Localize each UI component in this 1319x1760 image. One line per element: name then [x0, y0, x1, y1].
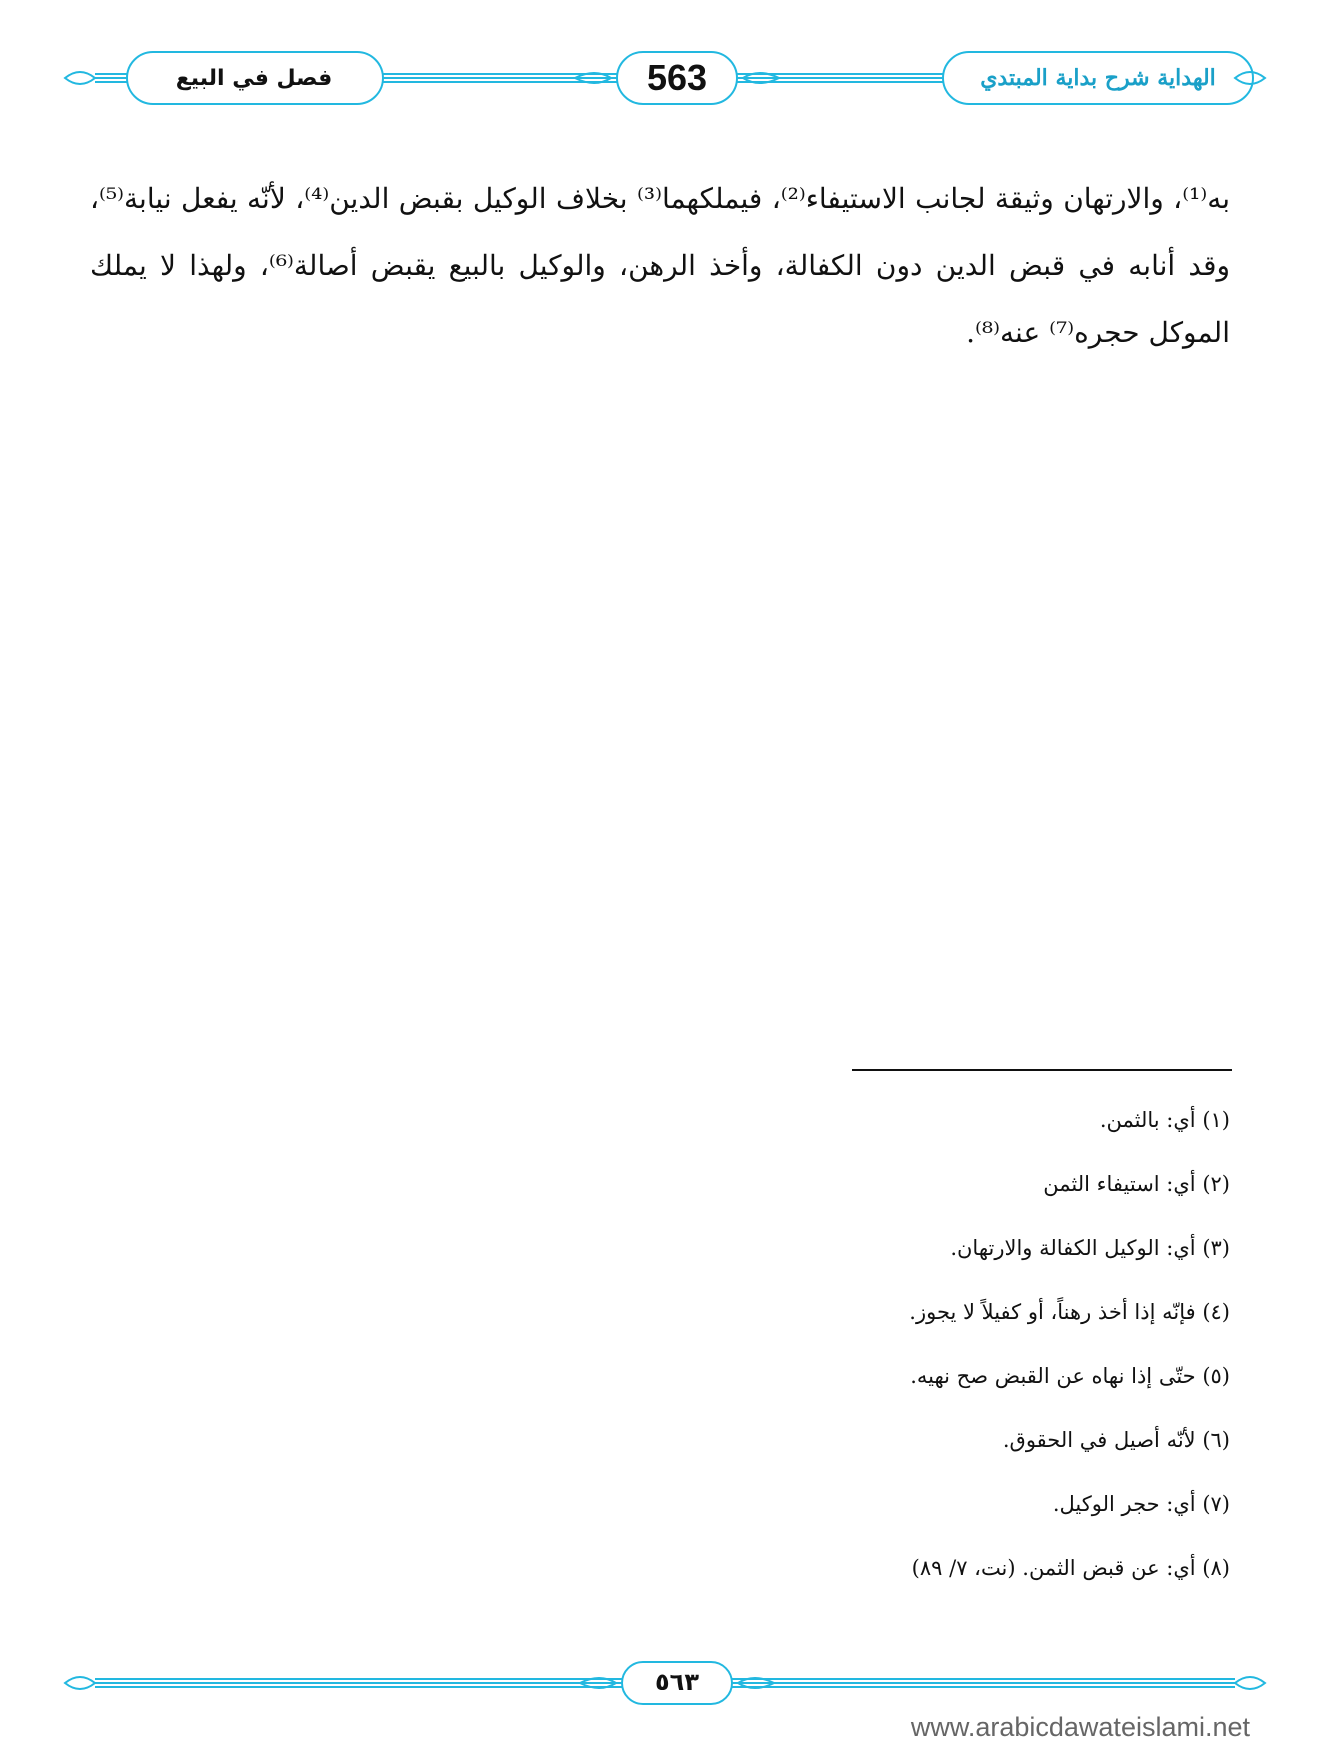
- page-footer: [55, 1660, 1275, 1706]
- page-header: [55, 48, 1275, 108]
- footer-page-number: ٥٦٣: [655, 1668, 699, 1696]
- website-watermark: www.arabicdawateislami.net: [910, 1712, 1250, 1742]
- footnote-8: (٨) أي: عن قبض الثمن. (نت، ٧/ ٨٩): [911, 1556, 1230, 1580]
- footnote-divider: [852, 1069, 1232, 1071]
- footnote-3: (٣) أي: الوكيل الكفالة والارتهان.: [950, 1236, 1230, 1260]
- page-number: 563: [646, 57, 708, 98]
- footnote-6: (٦) لأنّه أصيل في الحقوق.: [1002, 1428, 1230, 1452]
- footnote-2: (٢) أي: استيفاء الثمن: [1043, 1172, 1230, 1196]
- footnotes-list: [700, 1100, 1230, 1612]
- chapter-title: فصل في البيع: [175, 65, 333, 91]
- main-paragraph: به⁽¹⁾، والارتهان وثيقة لجانب الاستيفاء⁽²⁾، فيملكهما⁽³⁾ بخلاف الوكيل بقبض الدين⁽⁴⁾، لأنّه يفعل نيابة⁽⁵⁾، وقد أنابه في قبض الدين دون الكفالة، وأخذ الرهن، والوكيل بالبيع يقبض أصالة⁽⁶⁾، ولهذا لا يملك الموكل حجره⁽⁷⁾ عنه⁽⁸⁾.: [90, 182, 1231, 349]
- main-text: [90, 165, 1230, 366]
- footnote-7: (٧) أي: حجر الوكيل.: [1052, 1492, 1230, 1516]
- footnote-4: (٤) فإنّه إذا أخذ رهناً، أو كفيلاً لا يجوز.: [909, 1300, 1230, 1324]
- book-title: الهداية شرح بداية المبتدي: [980, 65, 1216, 91]
- footnote-1: (١) أي: بالثمن.: [1099, 1108, 1230, 1132]
- footnote-5: (٥) حتّى إذا نهاه عن القبض صح نهيه.: [910, 1364, 1230, 1388]
